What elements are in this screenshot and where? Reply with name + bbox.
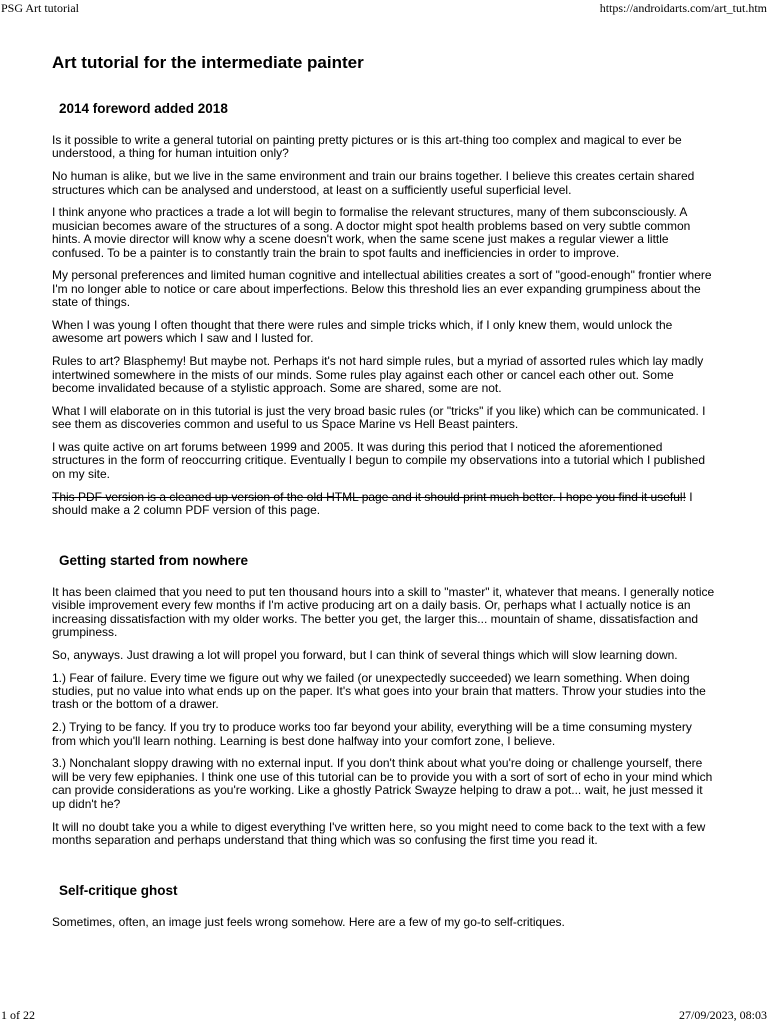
paragraph: 3.) Nonchalant sloppy drawing with no external input. If you don't think about what you're doing or challenge yourself, there will be very few epiphanies. I think one use of this tutorial can be to provide you with a sort of sort of echo in your mind which can provide considerations as you're working. Like a ghostly Patrick Swayze helping to draw a pot... wait, he just messed it up didn't he?: [52, 756, 713, 811]
print-header-title: PSG Art tutorial: [1, 1, 80, 15]
paragraph: When I was young I often thought that there were rules and simple tricks which, if I only knew them, would unlock the awesome art powers which I saw and I lusted for.: [52, 318, 673, 346]
print-header-url: https://androidarts.com/art_tut.htm: [599, 1, 767, 15]
page-title: Art tutorial for the intermediate painter: [52, 53, 364, 72]
print-header: [0, 1, 768, 15]
print-timestamp: 27/09/2023, 08:03: [678, 1008, 767, 1022]
paragraph: It will no doubt take you a while to digest everything I've written here, so you might need to come back to the text with a few months separation and perhaps understand that thing which was so confusing the first time you read it.: [52, 819, 706, 847]
section-heading-self-critique: Self-critique ghost: [59, 882, 178, 898]
print-footer: [0, 1008, 768, 1022]
paragraph: I think anyone who practices a trade a lot will begin to formalise the relevant structures, many of them subconsciously. A musician becomes aware of the structures of a song. A doctor might spot health problems based on very subtle common hints. A movie director will know why a scene doesn't work, when the same scene just makes a regular viewer a little confused. To be a painter is to constantly train the brain to spot faults and inefficiencies in order to improve.: [52, 205, 691, 260]
paragraph: What I will elaborate on in this tutorial is just the very broad basic rules (or "tricks" if you like) which can be communicated. I see them as discoveries common and useful to us Space Marine vs Hell Beast painters.: [52, 403, 706, 432]
paragraph-pdf-note: [52, 491, 718, 518]
paragraph: Rules to art? Blasphemy! But maybe not. Perhaps it's not hard simple rules, but a myriad of assorted rules which lay madly intertwined somewhere in the mists of our minds. Some rules play against each other or cancel each other out. Some become invalidated because of a stylistic approach. Some are shared, some are not.: [52, 354, 704, 396]
paragraph: 1.) Fear of failure. Every time we figure out why we failed (or unexpectedly succeeded) we learn something. When doing studies, put no value into what ends up on the paper. It's what goes into your brain that matters. Throw your studies into the trash or the bottom of a drawer.: [52, 670, 706, 712]
section-heading-foreword: 2014 foreword added 2018: [59, 101, 228, 116]
paragraph: It has been claimed that you need to put ten thousand hours into a skill to "master" it, whatever that means. I generally notice visible improvement every few months if I'm active producing art on a daily basis. Or, perhaps what I actually notice is an increasing dissatisfaction with my older works. The better you get, the larger this... mountain of shame, dissatisfaction and grumpiness.: [52, 584, 715, 640]
article: [52, 52, 718, 939]
paragraph: Sometimes, often, an image just feels wrong somehow. Here are a few of my go-to self-critiques.: [52, 914, 565, 929]
paragraph: 2.) Trying to be fancy. If you try to produce works too far beyond your ability, everything will be a time consuming mystery from which you'll learn nothing. Learning is best done halfway into your comfort zone, I believe.: [52, 720, 692, 748]
paragraph: My personal preferences and limited human cognitive and intellectual abilities creates a sort of "good-enough" frontier where I'm no longer able to notice or care about imperfections. Below this threshold lies an ever expanding grumpiness about the state of things.: [52, 268, 712, 310]
paragraph: I was quite active on art forums between 1999 and 2005. It was during this period that I noticed the aforementioned structures in the form of reoccurring critique. Eventually I begun to compile my observations into a tutorial which I published on my site.: [52, 440, 705, 481]
paragraph: So, anyways. Just drawing a lot will propel you forward, but I can think of several things which will slow learning down.: [52, 647, 678, 662]
struck-text: This PDF version is a cleaned up version of the old HTML page and it should print much better. I hope you find it useful!: [52, 489, 686, 504]
note-text: I should make a 2 column PDF version of this page.: [52, 489, 693, 518]
paragraph: Is it possible to write a general tutorial on painting pretty pictures or is this art-thing too complex and magical to ever be understood, a thing for human intuition only?: [52, 133, 682, 161]
paragraph: No human is alike, but we live in the same environment and train our brains together. I believe this creates certain shared structures which can be analysed and understood, at least on a sufficiently useful superficial level.: [52, 169, 695, 197]
page-counter: 1 of 22: [1, 1008, 35, 1022]
section-heading-getting-started: Getting started from nowhere: [59, 552, 249, 568]
